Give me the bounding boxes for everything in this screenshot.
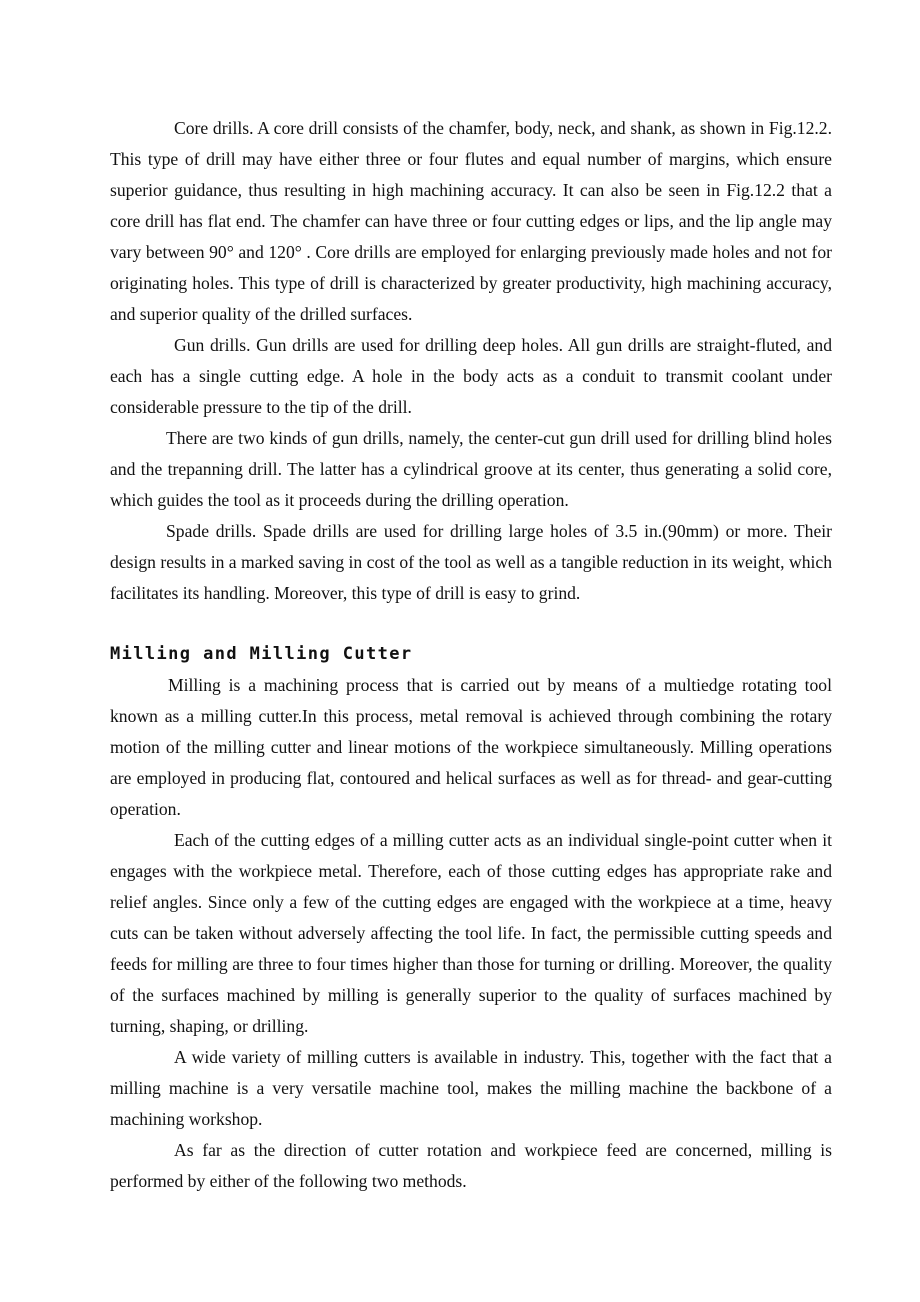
paragraph-cutting-edges: Each of the cutting edges of a milling cutter acts as an individual single-point cutter when it engages with the workpiece metal. Therefore, each of those cutting edges has appropriate rake and relief angles. Since only a few of the cutting edges are engaged with the workpiece at a time, heavy cuts can be taken without adversely affecting the tool life. In fact, the permissible cutting speeds and feeds for milling are three to four times higher than those for turning or drilling. Moreover, the quality of the surfaces machined by milling is generally superior to the quality of surfaces machined by turning, shaping, or drilling. bbox=[110, 830, 832, 1036]
paragraph-gun-drills: Gun drills. Gun drills are used for drilling deep holes. All gun drills are straight-fluted, and each has a single cutting edge. A hole in the body acts as a conduit to transmit coolant under considerable pressure to the tip of the drill. bbox=[110, 335, 832, 417]
section-heading: Milling and Milling Cutter bbox=[110, 644, 413, 664]
paragraph-gun-drill-kinds: There are two kinds of gun drills, namely, the center-cut gun drill used for drilling blind holes and the trepanning drill. The latter has a cylindrical groove at its center, thus generating a solid core, which guides the tool as it proceeds during the drilling operation. bbox=[110, 428, 832, 510]
paragraph-core-drills: Core drills. A core drill consists of the chamfer, body, neck, and shank, as shown in Fig.12.2. This type of drill may have either three or four flutes and equal number of margins, which ensure superior guidance, thus resulting in high machining accuracy. It can also be seen in Fig.12.2 that a core drill has flat end. The chamfer can have three or four cutting edges or lips, and the lip angle may vary between 90° and 120° . Core drills are employed for enlarging previously made holes and not for originating holes. This type of drill is characterized by greater productivity, high machining accuracy, and superior quality of the drilled surfaces. bbox=[110, 118, 832, 324]
paragraph-milling-methods: As far as the direction of cutter rotation and workpiece feed are concerned, milling is performed by either of the following two methods. bbox=[110, 1140, 832, 1191]
paragraph-milling-intro: Milling is a machining process that is carried out by means of a multiedge rotating tool known as a milling cutter.In this process, metal removal is achieved through combining the rotary motion of the milling cutter and linear motions of the workpiece simultaneously. Milling operations are employed in producing flat, contoured and helical surfaces as well as for thread- and gear-cutting operation. bbox=[110, 675, 832, 819]
paragraph-spade-drills: Spade drills. Spade drills are used for drilling large holes of 3.5 in.(90mm) or more. Their design results in a marked saving in cost of the tool as well as a tangible reduction in its weight, which facilitates its handling. Moreover, this type of drill is easy to grind. bbox=[110, 521, 832, 603]
paragraph-milling-cutters-variety: A wide variety of milling cutters is available in industry. This, together with the fact that a milling machine is a very versatile machine tool, makes the milling machine the backbone of a machining workshop. bbox=[110, 1047, 832, 1129]
document-page bbox=[110, 113, 832, 1197]
